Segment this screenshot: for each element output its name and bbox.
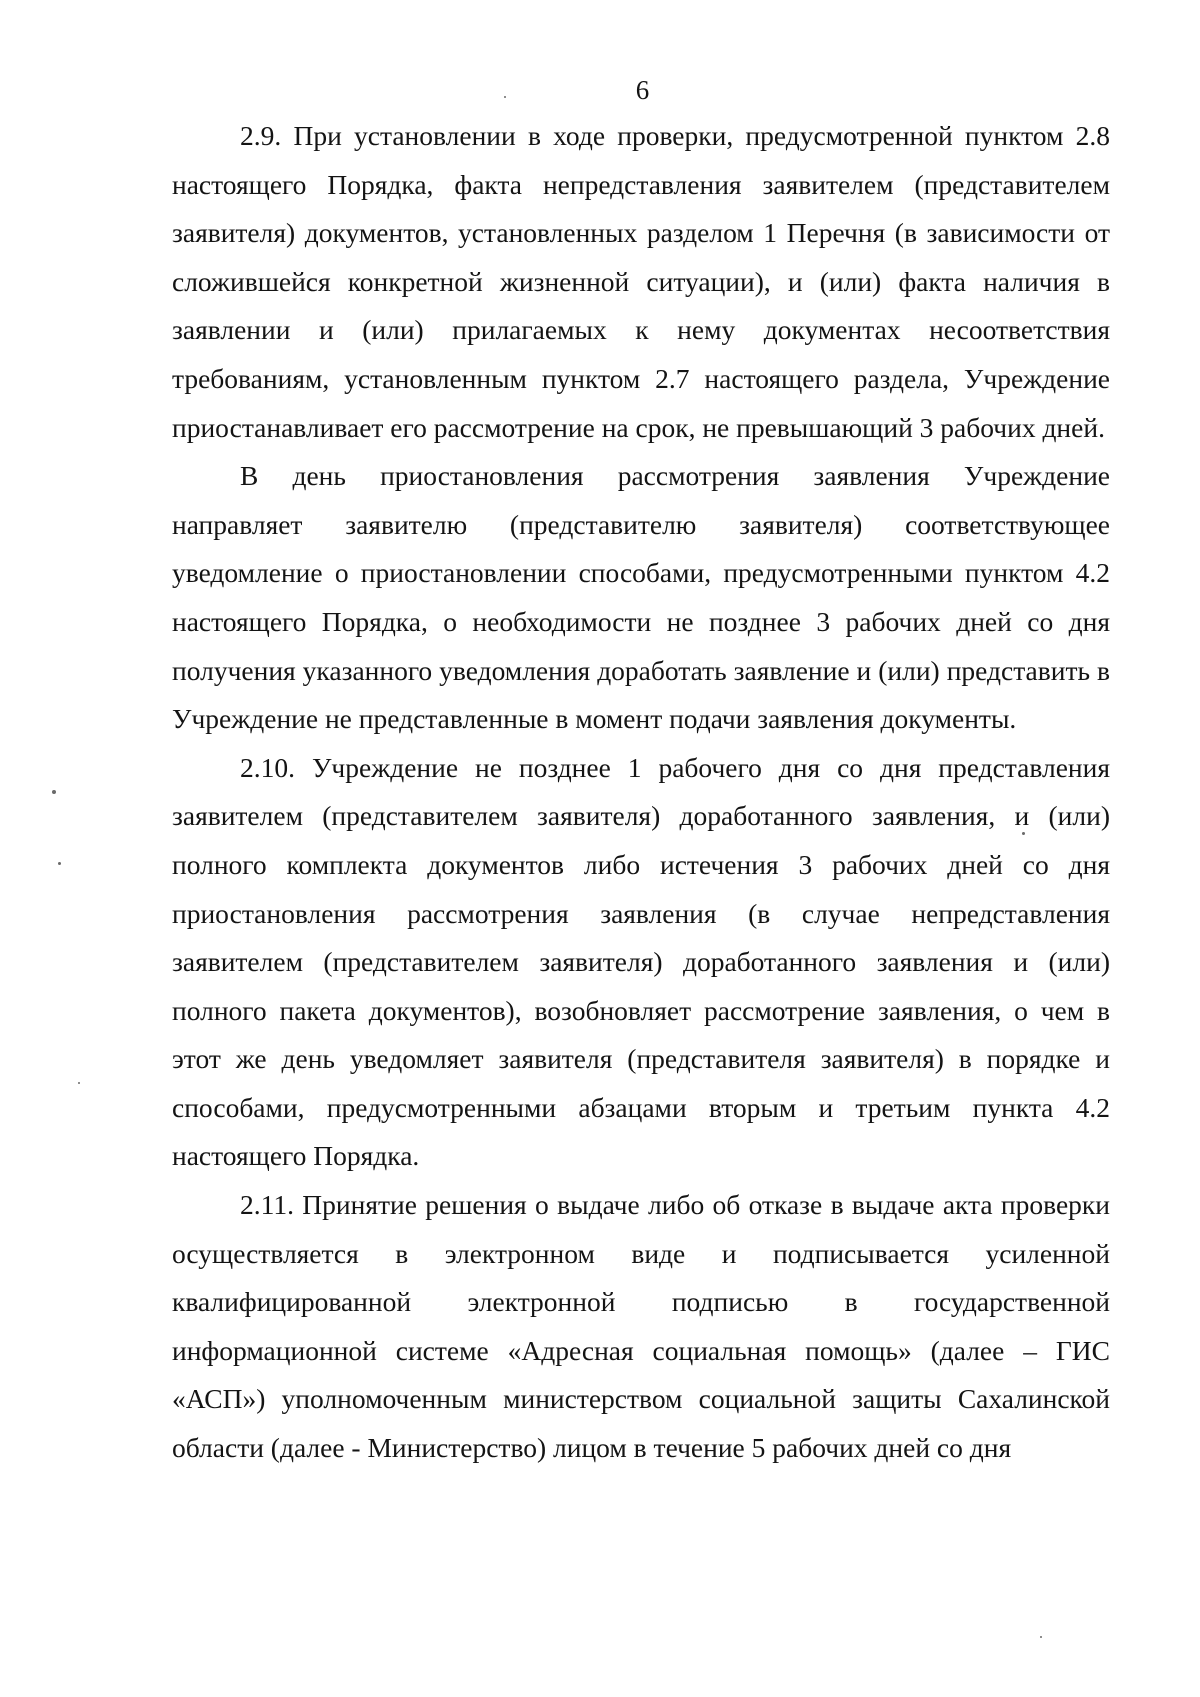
scan-speck	[1022, 832, 1025, 835]
scan-speck	[504, 96, 506, 98]
paragraph-2-9: 2.9. При установлении в ходе проверки, предусмотренной пунктом 2.8 настоящего Порядка, факта непредставления заявителем (представителем заявителя) документов, установленных разделом 1 Перечня (в зависимости от сложившейся конкретной жизненной ситуации), и (или) факта наличия в заявлении и (или) прилагаемых к нему документах несоответствия требованиям, установленным пунктом 2.7 настоящего раздела, Учреждение приостанавливает его рассмотрение на срок, не превышающий 3 рабочих дней.	[172, 120, 1110, 443]
page-number: 6	[635, 75, 650, 105]
scan-speck	[1040, 1636, 1042, 1638]
paragraph-2-10: 2.10. Учреждение не позднее 1 рабочего дня со дня представления заявителем (представителем заявителя) доработанного заявления, и (или) полного комплекта документов либо истечения 3 рабочих дней со дня приостановления рассмотрения заявления (в случае непредставления заявителем (представителем заявителя) доработанного заявления и (или) полного пакета документов), возобновляет рассмотрение заявления, о чем в этот же день уведомляет заявителя (представителя заявителя) в порядке и способами, предусмотренными абзацами вторым и третьим пункта 4.2 настоящего Порядка.	[172, 751, 1110, 1172]
paragraph-2-11: 2.11. Принятие решения о выдаче либо об отказе в выдаче акта проверки осуществляется в электронном виде и подписывается усиленной квалифицированной электронной подписью в государственной информационной системе «Адресная социальная помощь» (далее – ГИС «АСП») уполномоченным министерством социальной защиты Сахалинской области (далее - Министерство) лицом в течение 5 рабочих дней со дня	[172, 1189, 1110, 1464]
document-body	[172, 112, 1110, 1473]
scan-speck	[78, 1082, 80, 1084]
scan-speck	[58, 862, 61, 865]
scan-speck	[52, 790, 56, 794]
paragraph-suspension-notice: В день приостановления рассмотрения заявления Учреждение направляет заявителю (представителю заявителя) соответствующее уведомление о приостановлении способами, предусмотренными пунктом 4.2 настоящего Порядка, о необходимости не позднее 3 рабочих дней со дня получения указанного уведомления доработать заявление и (или) представить в Учреждение не представленные в момент подачи заявления документы.	[172, 460, 1110, 735]
